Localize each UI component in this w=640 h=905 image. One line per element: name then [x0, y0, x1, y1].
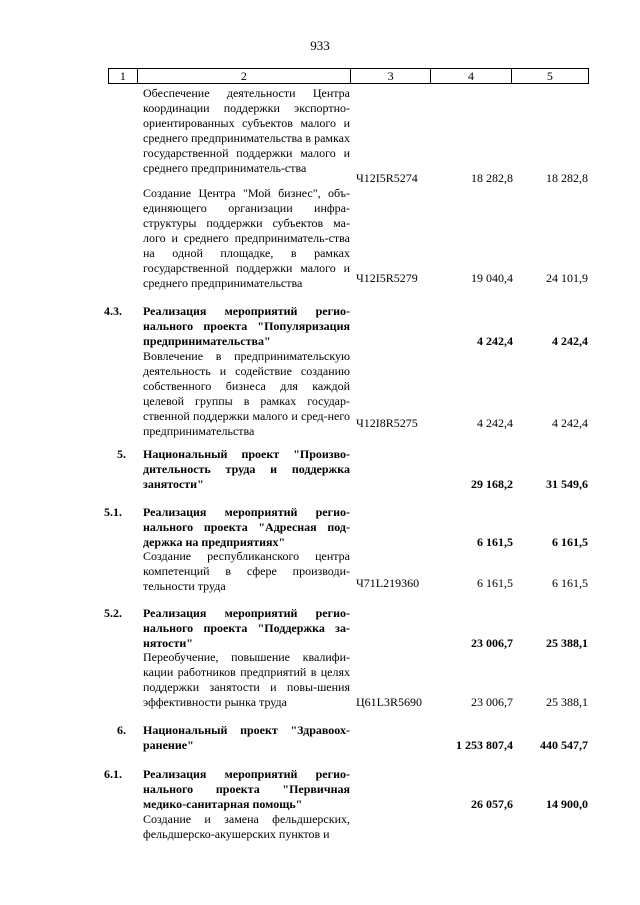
row-title: Реализация мероприятий регио-нального проекта "Поддержка за-нятости": [143, 606, 350, 650]
row-title: Национальный проект "Здравоох-ранение": [143, 723, 350, 752]
row-value-4: 4 242,4: [477, 416, 513, 430]
header-col-4: 4: [431, 69, 511, 83]
row-value-4: 23 006,7: [471, 695, 513, 709]
header-col-1: 1: [109, 69, 138, 83]
header-col-3: 3: [351, 69, 431, 83]
row-code: Ч12I5R5279: [356, 271, 418, 285]
page-number: 933: [310, 38, 330, 53]
row-value-5: 440 547,7: [540, 738, 588, 752]
row-value-4: 26 057,6: [471, 797, 513, 811]
row-value-5: 24 101,9: [546, 271, 588, 285]
row-value-5: 31 549,6: [546, 477, 588, 491]
row-code: Ц61L3R5690: [356, 695, 422, 709]
row-number: 5.: [117, 447, 126, 461]
row-number: 5.2.: [104, 606, 122, 620]
row-number: 4.3.: [104, 304, 122, 318]
row-code: Ч12I8R5275: [356, 416, 418, 430]
row-description: Создание республиканского центра компетенций в сфере производи-тельности труда: [143, 549, 350, 593]
row-value-4: 29 168,2: [471, 477, 513, 491]
row-number: 6.: [117, 723, 126, 737]
row-value-5: 18 282,8: [546, 171, 588, 185]
row-value-4: 18 282,8: [471, 171, 513, 185]
row-value-4: 4 242,4: [477, 334, 513, 348]
row-title: Реализация мероприятий регио-нального проекта "Первичная медико-санитарная помощь": [143, 767, 350, 811]
row-value-5: 25 388,1: [546, 695, 588, 709]
row-title: Реализация мероприятий регио-нального проекта "Адресная под-держка на предприятиях": [143, 505, 350, 549]
header-col-2: 2: [138, 69, 351, 83]
row-value-4: 19 040,4: [471, 271, 513, 285]
row-value-5: 25 388,1: [546, 636, 588, 650]
row-description: Переобучение, повышение квалифи-кации работников предприятий в целях поддержки занятости и повы-шения эффективности рынка труда: [143, 650, 350, 709]
row-value-4: 6 161,5: [477, 576, 513, 590]
row-number: 5.1.: [104, 505, 122, 519]
row-value-5: 4 242,4: [552, 416, 588, 430]
row-value-4: 1 253 807,4: [456, 738, 513, 752]
row-title: Национальный проект "Произво-дительность труда и поддержка занятости": [143, 447, 350, 491]
header-col-5: 5: [546, 69, 553, 83]
row-title: Реализация мероприятий регио-нального проекта "Популяризация предпринимательства": [143, 304, 350, 348]
row-value-5: 14 900,0: [546, 797, 588, 811]
row-value-4: 6 161,5: [477, 535, 513, 549]
row-code: Ч12I5R5274: [356, 171, 418, 185]
table-header: [108, 68, 589, 84]
row-value-4: 23 006,7: [471, 636, 513, 650]
row-value-5: 4 242,4: [552, 334, 588, 348]
row-description: Создание Центра "Мой бизнес", объ-единяющего организации инфра-структуры поддержки субъектов ма-лого и среднего предприниматель-ства на одной площадке, в рамках государственной поддержки малого и среднего предпринимательства: [143, 186, 350, 290]
row-number: 6.1.: [104, 767, 122, 781]
row-code: Ч71L219360: [356, 576, 420, 590]
row-value-5: 6 161,5: [552, 535, 588, 549]
row-description: Обеспечение деятельности Центра координации поддержки экспортно-ориентированных субъектов малого и среднего предпринимательства в рамках государственной поддержки малого и среднего предприниматель-ства: [143, 86, 350, 175]
row-description: Создание и замена фельдшерских, фельдшерско-акушерских пунктов и: [143, 812, 350, 841]
row-description: Вовлечение в предпринимательскую деятельность и содействие созданию собственного бизнеса для каждой целевой группы в рамках государ-ственной поддержки малого и сред-него предпринимательства: [143, 349, 350, 438]
row-value-5: 6 161,5: [552, 576, 588, 590]
